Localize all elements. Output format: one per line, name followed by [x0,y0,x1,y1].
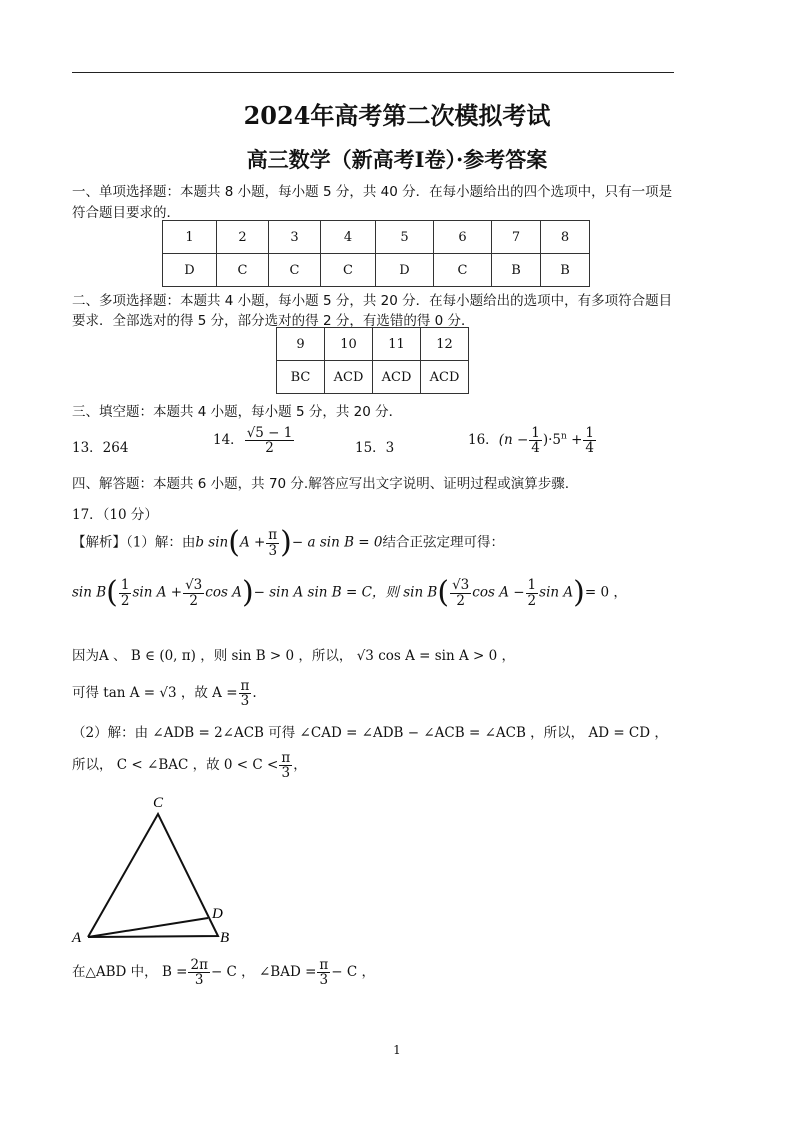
q17-solution-line3: 因为A 、 B ∈ (0, π) ，则 sin B > 0 ，所以， √3 cos A = sin A > 0 ， [72,648,515,664]
table-row [163,221,590,254]
table-cell: 10 [325,328,373,361]
table-row [277,361,469,394]
table-cell: C [434,254,492,287]
table-cell: ACD [373,361,421,394]
table-cell: 8 [541,221,590,254]
table-cell: 7 [492,221,541,254]
section2-heading-cont: 要求．全部选对的得 5 分，部分选对的得 2 分，有选错的得 0 分． [72,313,475,329]
table-cell: 9 [277,328,325,361]
fraction: $\frac{√5 - 1}{2}$ [246,425,293,457]
q17-solution-line6: 所以， C < ∠BAC ，故 0 < C < $\frac{\pi}{3}$ ， [72,750,307,782]
fraction: $\frac{√3}{2}$ [185,577,203,609]
section1-heading: 一、单项选择题：本题共 8 小题，每小题 5 分，共 40 分．在每小题给出的四个选项中，只有一项是 [72,184,673,200]
q17-header: 17．（10 分） [72,507,158,523]
table-cell: B [541,254,590,287]
fraction: $\frac{\pi}{3}$ [281,750,291,782]
answer-15: 15．3 [355,440,395,456]
fraction: $\frac{\pi}{3}$ [319,957,329,989]
table-cell: C [217,254,269,287]
table-cell: 12 [421,328,469,361]
table-cell: C [321,254,376,287]
vertex-label-b: B [220,930,230,946]
table-cell: ACD [421,361,469,394]
vertex-label-c: C [153,795,164,811]
table-cell: BC [277,361,325,394]
table-cell: 4 [321,221,376,254]
table-cell: 2 [217,221,269,254]
table-cell: 5 [376,221,434,254]
table-cell: 3 [269,221,321,254]
page-number: 1 [393,1043,401,1057]
table-row [163,254,590,287]
q17-solution-line7: 在△ABD 中， B = $\frac{2\pi}{3}$ − C ， ∠BAD = $\frac{\pi}{3}$ − C ， [72,957,375,989]
fraction: $\frac{2\pi}{3}$ [190,957,208,989]
table-cell: 1 [163,221,217,254]
section1-heading-cont: 符合题目要求的． [72,205,180,221]
fraction: $\frac{1}{4}$ [585,425,595,457]
q17-solution-line2: sin B( $\frac{1}{2}$ sin A + $\frac{√3}{2}$ cos A)− sin A sin B = C，则 sin B( $\frac{√3}{2}$ cos A − $\frac{1}{2}$ sin A)= 0 ， [72,575,627,610]
table-cell: C [269,254,321,287]
table-cell: ACD [325,361,373,394]
section3-heading: 三、填空题：本题共 4 小题，每小题 5 分，共 20 分． [72,404,403,420]
fraction: $\frac{\pi}{3}$ [268,527,278,559]
section4-heading: 四、解答题：本题共 6 小题，共 70 分.解答应写出文字说明、证明过程或演算步骤. [72,476,570,492]
q17-solution-line4: 可得 tan A = √3 ，故 A = $\frac{\pi}{3}$ . [72,678,257,710]
segment-ad [88,918,208,937]
answer-13: 13．264 [72,440,129,456]
fraction: $\frac{\pi}{3}$ [240,678,250,710]
section2-heading: 二、多项选择题：本题共 4 小题，每小题 5 分，共 20 分．在每小题给出的选项中，有多项符合题目 [72,293,673,309]
fraction: $\frac{1}{2}$ [527,577,537,609]
fraction: $\frac{√3}{2}$ [452,577,470,609]
answer-16: 16．(n − $\frac{1}{4}$ )$\cdot 5^n$ + $\frac{1}{4}$ [468,425,595,457]
multi-choice-answer-table [276,327,469,394]
table-row [277,328,469,361]
vertex-label-a: A [72,930,82,946]
fraction: $\frac{1}{2}$ [120,577,130,609]
single-choice-answer-table [162,220,590,287]
triangle-figure [60,790,260,950]
page-subtitle: 高三数学（新高考Ⅰ卷）·参考答案 [246,147,548,172]
table-cell: D [376,254,434,287]
point-label-d: D [212,906,223,922]
table-cell: 6 [434,221,492,254]
fraction: $\frac{1}{4}$ [531,425,540,457]
answer-14: 14． $\frac{√5 - 1}{2}$ [213,425,293,457]
top-rule [72,72,674,73]
q17-solution-line5: （2）解：由 ∠ADB = 2∠ACB 可得 ∠CAD = ∠ADB − ∠ACB = ∠ACB ，所以， AD = CD ， [72,725,668,741]
table-cell: B [492,254,541,287]
page-title: 2024年高考第二次模拟考试 [243,101,551,130]
q17-solution-line1: 【解析】（1）解：由b sin(A + $\frac{\pi}{3}$ )− a sin B = 0结合正弦定理可得： [72,525,504,560]
table-cell: D [163,254,217,287]
table-cell: 11 [373,328,421,361]
